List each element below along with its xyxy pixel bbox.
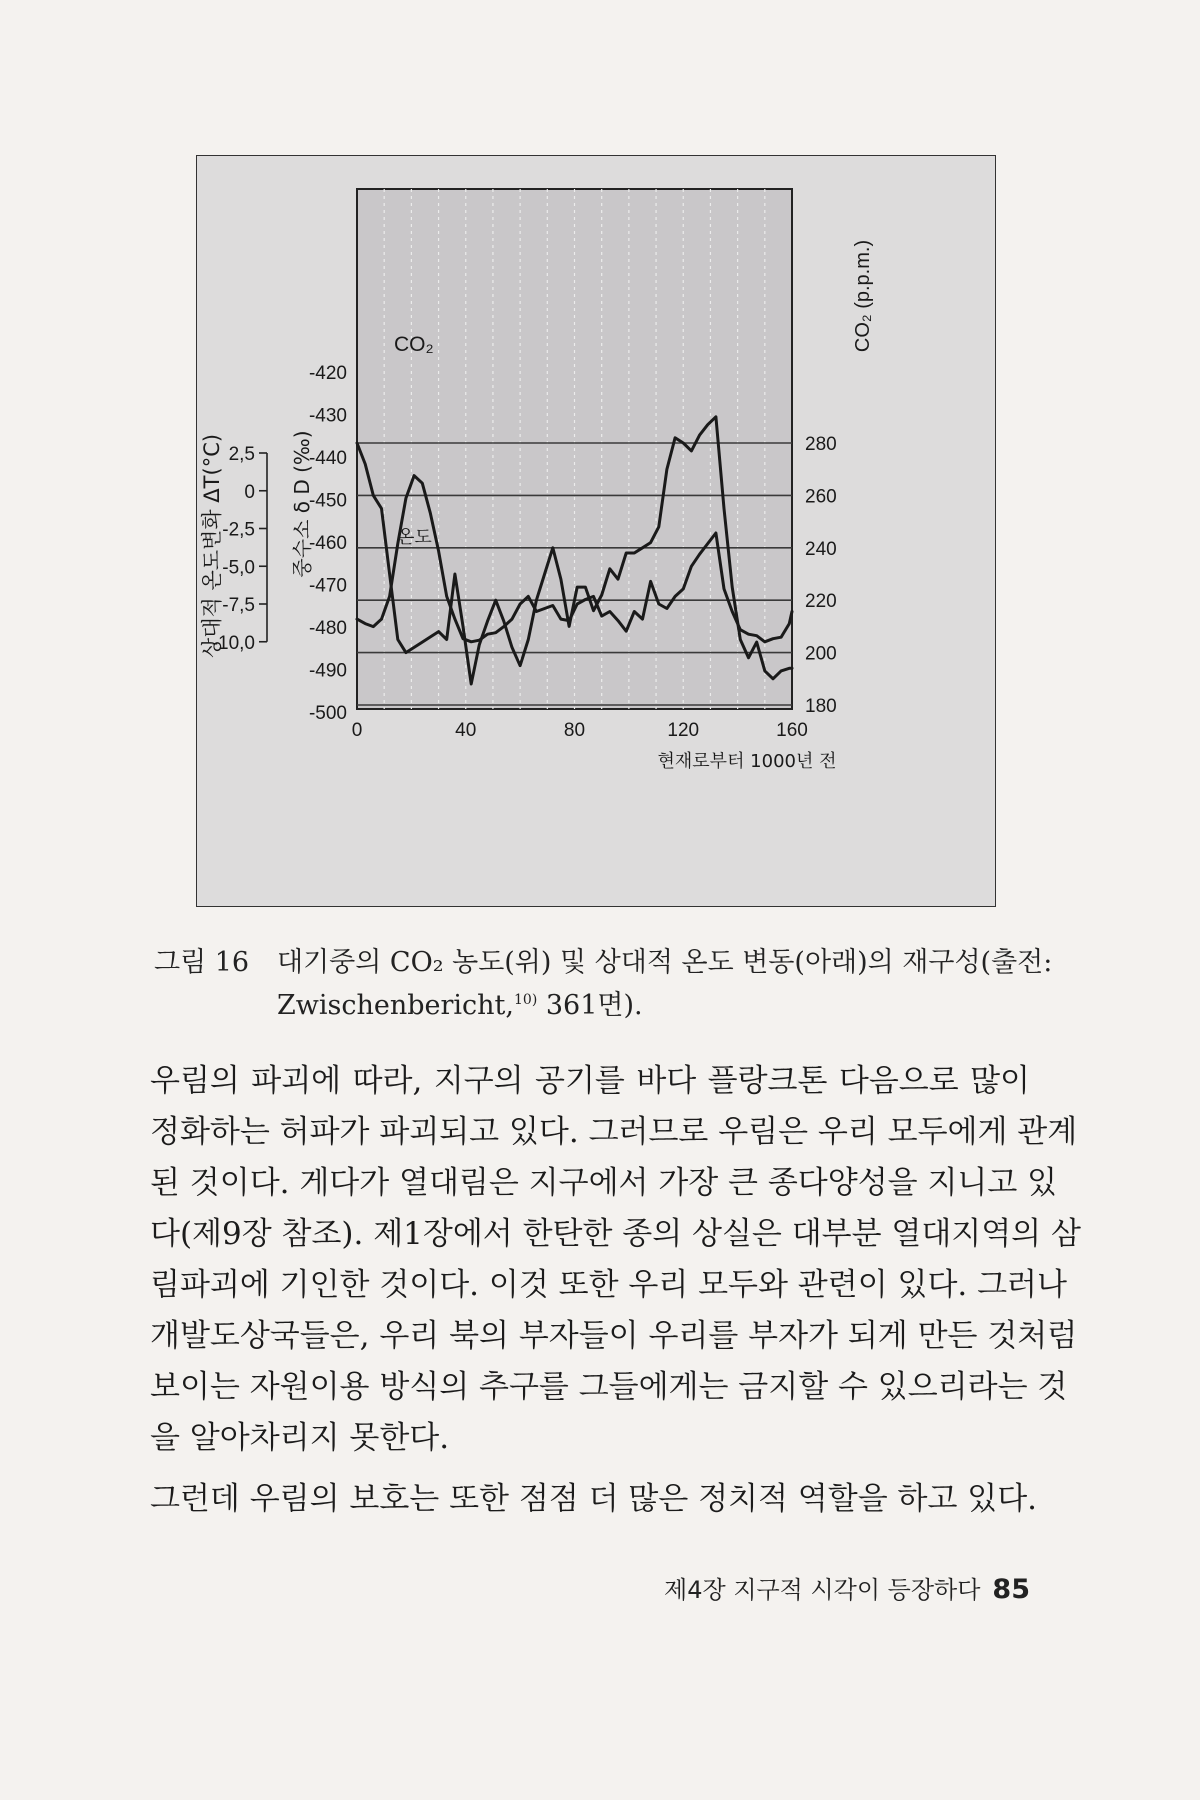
running-chapter-title: 제4장 지구적 시각이 등장하다: [664, 1576, 981, 1604]
outer-left-axis-label: 상대적 온도변화 ΔT(°C): [200, 433, 224, 659]
inner-left-tick-label: -460: [308, 533, 347, 554]
right-axis-tick-label: 180: [805, 696, 837, 717]
page-footer: [664, 1570, 1030, 1605]
text-line: 보이는 자원이용 방식의 추구를 그들에게는 금지할 수 있으리라는 것: [150, 1369, 1068, 1405]
outer-left-tick-label: 2,5: [228, 444, 255, 465]
text-line: 을 알아차리지 못한다.: [150, 1420, 450, 1456]
text-line: 다(제9장 참조). 제1장에서 한탄한 종의 상실은 대부분 열대지역의 삼: [150, 1216, 1081, 1252]
text-line: 된 것이다. 게다가 열대림은 지구에서 가장 큰 종다양성을 지니고 있: [150, 1165, 1058, 1201]
x-axis-label: 현재로부터 1000년 전: [657, 751, 837, 772]
co2-temperature-chart: [197, 156, 997, 908]
outer-left-tick-label: -7,5: [222, 595, 255, 616]
caption-footnote-ref: 10): [514, 992, 538, 1008]
co2-series-label: CO₂: [394, 333, 434, 356]
body-paragraph-2: [150, 1474, 1037, 1525]
inner-left-tick-label: -430: [308, 405, 347, 427]
outer-left-tick-label: -10,0: [211, 632, 255, 654]
right-axis-label: CO₂ (p.p.m.): [852, 239, 874, 353]
text-line: 우림의 파괴에 따라, 지구의 공기를 바다 플랑크톤 다음으로 많이: [150, 1063, 1030, 1099]
caption-source: Zwischenbericht,: [277, 990, 514, 1021]
inner-left-tick-label: -490: [308, 660, 347, 682]
body-paragraph-1: [150, 1056, 1081, 1464]
inner-left-tick-label: -450: [308, 490, 347, 512]
figure-frame: [196, 155, 996, 907]
text-line: 개발도상국들은, 우리 북의 부자들이 우리를 부자가 되게 만든 것처럼: [150, 1318, 1078, 1354]
text-line: 정화하는 허파가 파괴되고 있다. 그러므로 우림은 우리 모두에게 관계: [150, 1114, 1078, 1150]
inner-left-tick-label: -500: [308, 703, 347, 724]
x-tick-label: 160: [776, 720, 808, 741]
caption-page-ref: 361면).: [537, 990, 643, 1021]
x-tick-label: 120: [667, 720, 700, 741]
inner-left-tick-label: -480: [308, 618, 347, 639]
x-tick-label: 40: [455, 720, 477, 741]
caption-line-1: 대기중의 CO₂ 농도(위) 및 상대적 온도 변동(아래)의 재구성(출전:: [277, 947, 1053, 978]
inner-left-tick-label: -420: [308, 363, 347, 384]
outer-left-tick-label: 0: [244, 481, 255, 503]
page-number: 85: [992, 1574, 1030, 1605]
temperature-series-label: 온도: [397, 527, 432, 548]
x-tick-label: 80: [563, 720, 586, 741]
text-line: 그런데 우림의 보호는 또한 점점 더 많은 정치적 역할을 하고 있다.: [150, 1481, 1037, 1517]
outer-left-tick-label: -2,5: [222, 519, 255, 541]
right-axis-tick-label: 280: [805, 434, 837, 455]
caption-label: 그림 16: [154, 947, 250, 978]
x-tick-label: 0: [351, 720, 363, 741]
right-axis-tick-label: 220: [805, 591, 837, 613]
inner-left-tick-label: -440: [308, 448, 347, 469]
right-axis-tick-label: 240: [805, 538, 837, 560]
right-axis-tick-label: 200: [805, 643, 837, 665]
caption-line-2: [277, 983, 643, 1022]
inner-left-axis-label: 중수소 δ D (‰): [290, 430, 314, 578]
inner-left-tick-label: -470: [308, 575, 347, 597]
outer-left-tick-label: -5,0: [222, 557, 255, 579]
text-line: 림파괴에 기인한 것이다. 이것 또한 우리 모두와 관련이 있다. 그러나: [150, 1267, 1067, 1303]
right-axis-tick-label: 260: [805, 486, 837, 508]
